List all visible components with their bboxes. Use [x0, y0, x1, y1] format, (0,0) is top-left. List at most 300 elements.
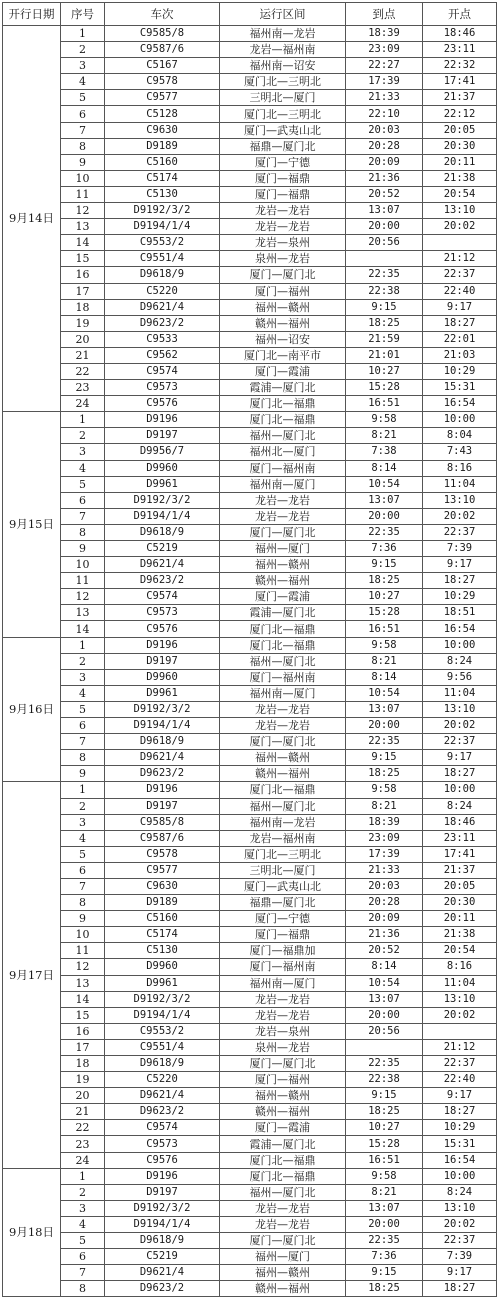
train-cell: D9197 — [105, 798, 220, 814]
table-row — [3, 589, 497, 605]
date-cell: 9月14日 — [3, 26, 61, 412]
train-cell: D9960 — [105, 669, 220, 685]
route-cell: 厦门—厦门北 — [220, 1056, 346, 1072]
table-row — [3, 1200, 497, 1216]
table-row — [3, 991, 497, 1007]
table-row — [3, 975, 497, 991]
departure-cell: 22:37 — [423, 734, 497, 750]
seq-cell: 19 — [61, 315, 105, 331]
train-cell: C9562 — [105, 347, 220, 363]
departure-cell: 15:31 — [423, 1136, 497, 1152]
train-cell: C9576 — [105, 396, 220, 412]
departure-cell: 13:10 — [423, 701, 497, 717]
route-cell: 厦门北—福鼎 — [220, 637, 346, 653]
departure-cell: 10:29 — [423, 589, 497, 605]
seq-cell: 13 — [61, 219, 105, 235]
route-cell: 厦门—厦门北 — [220, 1233, 346, 1249]
seq-cell: 8 — [61, 1281, 105, 1297]
table-row — [3, 718, 497, 734]
seq-cell: 6 — [61, 492, 105, 508]
seq-cell: 10 — [61, 557, 105, 573]
table-row — [3, 138, 497, 154]
seq-cell: 8 — [61, 524, 105, 540]
train-cell: C9553/2 — [105, 235, 220, 251]
table-row — [3, 412, 497, 428]
arrival-cell: 13:07 — [346, 1200, 423, 1216]
route-cell: 厦门—福鼎 — [220, 186, 346, 202]
departure-cell: 22:32 — [423, 58, 497, 74]
arrival-cell: 18:39 — [346, 26, 423, 42]
departure-cell: 21:38 — [423, 927, 497, 943]
table-row — [3, 1039, 497, 1055]
departure-cell: 7:43 — [423, 444, 497, 460]
header-seq: 序号 — [61, 3, 105, 26]
seq-cell: 2 — [61, 798, 105, 814]
route-cell: 厦门—武夷山北 — [220, 878, 346, 894]
route-cell: 厦门北—三明北 — [220, 846, 346, 862]
departure-cell: 17:41 — [423, 74, 497, 90]
header-date: 开行日期 — [3, 3, 61, 26]
table-row — [3, 58, 497, 74]
table-row — [3, 315, 497, 331]
arrival-cell: 22:38 — [346, 1072, 423, 1088]
seq-cell: 2 — [61, 653, 105, 669]
header-departure: 开点 — [423, 3, 497, 26]
train-cell: C9577 — [105, 90, 220, 106]
train-cell: C5174 — [105, 927, 220, 943]
arrival-cell: 9:15 — [346, 557, 423, 573]
arrival-cell: 7:36 — [346, 541, 423, 557]
departure-cell: 8:16 — [423, 460, 497, 476]
table-row — [3, 363, 497, 379]
route-cell: 龙岩—龙岩 — [220, 492, 346, 508]
arrival-cell: 9:58 — [346, 1168, 423, 1184]
route-cell: 福州—赣州 — [220, 1265, 346, 1281]
arrival-cell: 13:07 — [346, 203, 423, 219]
seq-cell: 6 — [61, 106, 105, 122]
route-cell: 厦门—厦门北 — [220, 734, 346, 750]
train-cell: D9623/2 — [105, 573, 220, 589]
arrival-cell: 22:38 — [346, 283, 423, 299]
train-cell: D9197 — [105, 653, 220, 669]
table-header — [3, 3, 497, 26]
route-cell: 龙岩—龙岩 — [220, 219, 346, 235]
seq-cell: 3 — [61, 1200, 105, 1216]
table-row — [3, 927, 497, 943]
arrival-cell: 20:00 — [346, 508, 423, 524]
train-cell: C9585/8 — [105, 814, 220, 830]
table-row — [3, 637, 497, 653]
departure-cell: 21:12 — [423, 1039, 497, 1055]
table-row — [3, 251, 497, 267]
train-cell: D9623/2 — [105, 1104, 220, 1120]
table-row — [3, 766, 497, 782]
table-row — [3, 1072, 497, 1088]
train-cell: D9621/4 — [105, 1088, 220, 1104]
arrival-cell: 22:35 — [346, 1056, 423, 1072]
departure-cell: 21:38 — [423, 170, 497, 186]
route-cell: 福州南—诏安 — [220, 58, 346, 74]
table-row — [3, 1184, 497, 1200]
arrival-cell — [346, 1039, 423, 1055]
seq-cell: 1 — [61, 637, 105, 653]
table-row — [3, 621, 497, 637]
seq-cell: 5 — [61, 846, 105, 862]
arrival-cell: 10:27 — [346, 363, 423, 379]
table-row — [3, 1281, 497, 1297]
train-cell: C5219 — [105, 541, 220, 557]
departure-cell: 22:12 — [423, 106, 497, 122]
route-cell: 福州北—厦门 — [220, 444, 346, 460]
train-cell: D9623/2 — [105, 315, 220, 331]
seq-cell: 3 — [61, 58, 105, 74]
seq-cell: 2 — [61, 42, 105, 58]
departure-cell: 13:10 — [423, 203, 497, 219]
train-cell: D9961 — [105, 685, 220, 701]
seq-cell: 6 — [61, 862, 105, 878]
seq-cell: 11 — [61, 573, 105, 589]
train-cell: D9623/2 — [105, 766, 220, 782]
train-cell: C9578 — [105, 846, 220, 862]
train-cell: D9621/4 — [105, 1265, 220, 1281]
date-cell: 9月17日 — [3, 782, 61, 1168]
train-cell: C5160 — [105, 154, 220, 170]
departure-cell: 23:11 — [423, 42, 497, 58]
seq-cell: 1 — [61, 26, 105, 42]
arrival-cell: 22:35 — [346, 734, 423, 750]
arrival-cell: 10:27 — [346, 1120, 423, 1136]
arrival-cell: 15:28 — [346, 605, 423, 621]
train-cell: C9551/4 — [105, 1039, 220, 1055]
train-cell: C5130 — [105, 186, 220, 202]
route-cell: 龙岩—泉州 — [220, 1023, 346, 1039]
arrival-cell: 9:15 — [346, 750, 423, 766]
route-cell: 厦门—厦门北 — [220, 267, 346, 283]
departure-cell: 8:04 — [423, 428, 497, 444]
arrival-cell — [346, 251, 423, 267]
route-cell: 厦门北—三明北 — [220, 106, 346, 122]
arrival-cell: 20:00 — [346, 1216, 423, 1232]
route-cell: 赣州—福州 — [220, 1104, 346, 1120]
seq-cell: 11 — [61, 943, 105, 959]
route-cell: 泉州—龙岩 — [220, 1039, 346, 1055]
arrival-cell: 15:28 — [346, 380, 423, 396]
table-row — [3, 750, 497, 766]
route-cell: 厦门—霞浦 — [220, 1120, 346, 1136]
departure-cell: 22:01 — [423, 331, 497, 347]
departure-cell: 20:02 — [423, 508, 497, 524]
arrival-cell: 8:14 — [346, 460, 423, 476]
seq-cell: 5 — [61, 701, 105, 717]
train-cell: C5174 — [105, 170, 220, 186]
route-cell: 福州—厦门 — [220, 1249, 346, 1265]
table-row — [3, 605, 497, 621]
table-row — [3, 895, 497, 911]
departure-cell: 22:37 — [423, 524, 497, 540]
arrival-cell: 9:58 — [346, 412, 423, 428]
seq-cell: 14 — [61, 991, 105, 1007]
seq-cell: 14 — [61, 621, 105, 637]
departure-cell: 20:02 — [423, 1216, 497, 1232]
table-row — [3, 1120, 497, 1136]
table-row — [3, 90, 497, 106]
route-cell: 泉州—龙岩 — [220, 251, 346, 267]
train-cell: D9618/9 — [105, 734, 220, 750]
seq-cell: 12 — [61, 203, 105, 219]
seq-cell: 12 — [61, 589, 105, 605]
route-cell: 龙岩—龙岩 — [220, 718, 346, 734]
train-cell: C9573 — [105, 380, 220, 396]
departure-cell: 9:56 — [423, 669, 497, 685]
table-row — [3, 444, 497, 460]
departure-cell: 8:24 — [423, 798, 497, 814]
arrival-cell: 13:07 — [346, 701, 423, 717]
departure-cell: 21:37 — [423, 862, 497, 878]
route-cell: 赣州—福州 — [220, 1281, 346, 1297]
route-cell: 龙岩—龙岩 — [220, 1007, 346, 1023]
route-cell: 福州—诏安 — [220, 331, 346, 347]
departure-cell: 22:40 — [423, 283, 497, 299]
departure-cell: 13:10 — [423, 1200, 497, 1216]
seq-cell: 14 — [61, 235, 105, 251]
train-cell: D9623/2 — [105, 1281, 220, 1297]
departure-cell: 16:54 — [423, 1152, 497, 1168]
table-row — [3, 943, 497, 959]
departure-cell: 20:02 — [423, 1007, 497, 1023]
train-cell: D9196 — [105, 1168, 220, 1184]
seq-cell: 22 — [61, 1120, 105, 1136]
table-row — [3, 862, 497, 878]
arrival-cell: 9:58 — [346, 637, 423, 653]
seq-cell: 24 — [61, 1152, 105, 1168]
departure-cell: 9:17 — [423, 1088, 497, 1104]
departure-cell: 9:17 — [423, 557, 497, 573]
departure-cell: 20:54 — [423, 186, 497, 202]
departure-cell: 22:37 — [423, 1056, 497, 1072]
departure-cell: 22:37 — [423, 1233, 497, 1249]
departure-cell: 20:30 — [423, 895, 497, 911]
seq-cell: 12 — [61, 959, 105, 975]
departure-cell — [423, 1023, 497, 1039]
table-row — [3, 798, 497, 814]
seq-cell: 16 — [61, 267, 105, 283]
arrival-cell: 20:09 — [346, 911, 423, 927]
departure-cell: 16:54 — [423, 396, 497, 412]
train-cell: C9587/6 — [105, 42, 220, 58]
train-schedule-table — [2, 2, 497, 1297]
table-row — [3, 1168, 497, 1184]
departure-cell: 18:27 — [423, 1104, 497, 1120]
table-row — [3, 508, 497, 524]
train-cell: D9618/9 — [105, 1233, 220, 1249]
table-row — [3, 1249, 497, 1265]
train-cell: D9961 — [105, 975, 220, 991]
route-cell: 龙岩—龙岩 — [220, 203, 346, 219]
seq-cell: 9 — [61, 541, 105, 557]
arrival-cell: 20:28 — [346, 138, 423, 154]
train-cell: C9585/8 — [105, 26, 220, 42]
arrival-cell: 22:35 — [346, 267, 423, 283]
seq-cell: 18 — [61, 1056, 105, 1072]
departure-cell: 10:29 — [423, 363, 497, 379]
seq-cell: 10 — [61, 927, 105, 943]
route-cell: 厦门北—福鼎 — [220, 396, 346, 412]
arrival-cell: 17:39 — [346, 846, 423, 862]
seq-cell: 13 — [61, 975, 105, 991]
route-cell: 龙岩—福州南 — [220, 42, 346, 58]
table-row — [3, 219, 497, 235]
route-cell: 福州—赣州 — [220, 557, 346, 573]
train-cell: C5130 — [105, 943, 220, 959]
table-row — [3, 814, 497, 830]
table-row — [3, 1104, 497, 1120]
table-row — [3, 1152, 497, 1168]
arrival-cell: 9:15 — [346, 299, 423, 315]
seq-cell: 1 — [61, 412, 105, 428]
route-cell: 厦门—福鼎 — [220, 927, 346, 943]
train-cell: D9194/1/4 — [105, 718, 220, 734]
table-row — [3, 331, 497, 347]
route-cell: 福州—赣州 — [220, 1088, 346, 1104]
route-cell: 福州—厦门北 — [220, 1184, 346, 1200]
arrival-cell: 9:15 — [346, 1265, 423, 1281]
train-cell: C9630 — [105, 122, 220, 138]
train-cell: C5160 — [105, 911, 220, 927]
seq-cell: 8 — [61, 895, 105, 911]
seq-cell: 3 — [61, 669, 105, 685]
route-cell: 厦门—福州 — [220, 1072, 346, 1088]
train-cell: C9577 — [105, 862, 220, 878]
route-cell: 厦门—霞浦 — [220, 363, 346, 379]
arrival-cell: 23:09 — [346, 830, 423, 846]
train-cell: C9578 — [105, 74, 220, 90]
seq-cell: 1 — [61, 782, 105, 798]
header-train: 车次 — [105, 3, 220, 26]
seq-cell: 5 — [61, 1233, 105, 1249]
departure-cell: 18:27 — [423, 315, 497, 331]
train-cell: C5220 — [105, 1072, 220, 1088]
table-row — [3, 653, 497, 669]
seq-cell: 19 — [61, 1072, 105, 1088]
seq-cell: 11 — [61, 186, 105, 202]
train-cell: D9192/3/2 — [105, 1200, 220, 1216]
table-row — [3, 557, 497, 573]
seq-cell: 24 — [61, 396, 105, 412]
train-cell: C9533 — [105, 331, 220, 347]
arrival-cell: 10:54 — [346, 476, 423, 492]
seq-cell: 4 — [61, 74, 105, 90]
route-cell: 厦门—福州南 — [220, 669, 346, 685]
table-row — [3, 122, 497, 138]
arrival-cell: 16:51 — [346, 1152, 423, 1168]
table-row — [3, 1233, 497, 1249]
arrival-cell: 20:03 — [346, 878, 423, 894]
table-row — [3, 347, 497, 363]
route-cell: 厦门北—南平市 — [220, 347, 346, 363]
departure-cell: 10:00 — [423, 782, 497, 798]
arrival-cell: 20:52 — [346, 186, 423, 202]
route-cell: 福州南—龙岩 — [220, 26, 346, 42]
route-cell: 厦门—霞浦 — [220, 589, 346, 605]
table-row — [3, 186, 497, 202]
table-row — [3, 1007, 497, 1023]
table-row — [3, 734, 497, 750]
table-row — [3, 283, 497, 299]
arrival-cell: 20:56 — [346, 1023, 423, 1039]
train-cell: C9576 — [105, 1152, 220, 1168]
arrival-cell: 18:25 — [346, 1104, 423, 1120]
departure-cell: 22:37 — [423, 267, 497, 283]
seq-cell: 18 — [61, 299, 105, 315]
seq-cell: 9 — [61, 766, 105, 782]
arrival-cell: 13:07 — [346, 991, 423, 1007]
route-cell: 厦门—宁德 — [220, 911, 346, 927]
train-cell: D9197 — [105, 428, 220, 444]
seq-cell: 2 — [61, 1184, 105, 1200]
train-cell: C9573 — [105, 605, 220, 621]
train-cell: D9192/3/2 — [105, 492, 220, 508]
arrival-cell: 18:25 — [346, 766, 423, 782]
date-cell: 9月18日 — [3, 1168, 61, 1297]
route-cell: 福州南—龙岩 — [220, 814, 346, 830]
seq-cell: 8 — [61, 138, 105, 154]
departure-cell: 7:39 — [423, 1249, 497, 1265]
arrival-cell: 8:14 — [346, 669, 423, 685]
departure-cell: 9:17 — [423, 750, 497, 766]
route-cell: 厦门—厦门北 — [220, 524, 346, 540]
train-cell: C9574 — [105, 589, 220, 605]
table-body — [3, 26, 497, 1297]
route-cell: 龙岩—龙岩 — [220, 991, 346, 1007]
departure-cell: 10:00 — [423, 637, 497, 653]
table-row — [3, 685, 497, 701]
table-row — [3, 267, 497, 283]
arrival-cell: 22:27 — [346, 58, 423, 74]
seq-cell: 10 — [61, 170, 105, 186]
train-cell: D9194/1/4 — [105, 1216, 220, 1232]
route-cell: 厦门北—三明北 — [220, 74, 346, 90]
seq-cell: 4 — [61, 685, 105, 701]
arrival-cell: 20:03 — [346, 122, 423, 138]
arrival-cell: 18:39 — [346, 814, 423, 830]
seq-cell: 6 — [61, 718, 105, 734]
seq-cell: 4 — [61, 830, 105, 846]
train-cell: D9956/7 — [105, 444, 220, 460]
route-cell: 赣州—福州 — [220, 766, 346, 782]
departure-cell: 13:10 — [423, 492, 497, 508]
route-cell: 赣州—福州 — [220, 573, 346, 589]
seq-cell: 3 — [61, 444, 105, 460]
arrival-cell: 8:14 — [346, 959, 423, 975]
arrival-cell: 10:27 — [346, 589, 423, 605]
table-row — [3, 959, 497, 975]
seq-cell: 21 — [61, 1104, 105, 1120]
arrival-cell: 20:56 — [346, 235, 423, 251]
route-cell: 厦门—福州 — [220, 283, 346, 299]
route-cell: 厦门—福鼎加 — [220, 943, 346, 959]
route-cell: 霞浦—厦门北 — [220, 605, 346, 621]
arrival-cell: 18:25 — [346, 315, 423, 331]
train-cell: D9618/9 — [105, 267, 220, 283]
departure-cell: 7:39 — [423, 541, 497, 557]
train-cell: D9192/3/2 — [105, 203, 220, 219]
seq-cell: 8 — [61, 750, 105, 766]
seq-cell: 4 — [61, 1216, 105, 1232]
header-route: 运行区间 — [220, 3, 346, 26]
seq-cell: 7 — [61, 1265, 105, 1281]
departure-cell — [423, 235, 497, 251]
arrival-cell: 18:25 — [346, 1281, 423, 1297]
